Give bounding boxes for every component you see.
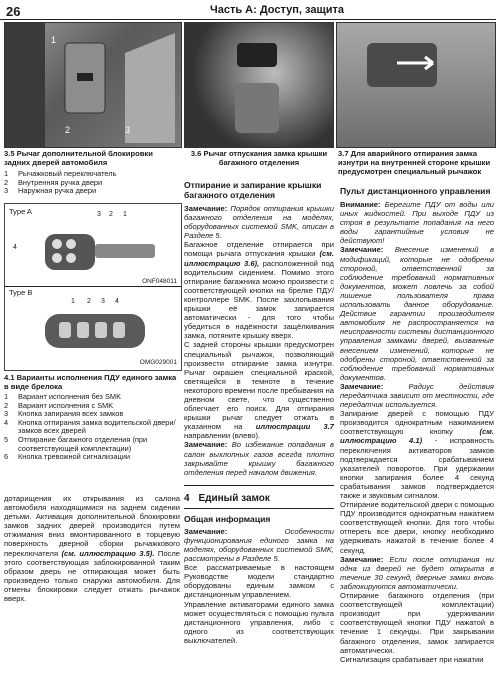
legend-item: 1 Рычажковый переключатель	[4, 169, 117, 178]
para-trunk-release: Багажное отделение отпирается при помощи рычага отпускания крышки (см. иллюстрацию 3.6), расположенной под водительским сидением. Помимо этого отпирание багажника можно произвести с соответствующей кнопки на брелке ПДУ/контроллере SMK. После захлопывания крышки её замок запирается автоматически - для того чтобы убедиться в надёжности защёлкивания замка, потяните крышку вверх.	[184, 240, 334, 341]
callout-a-3: 3	[97, 211, 101, 218]
para-locking: Запирание дверей с помощью ПДУ производится однократным нажиманием соответствующую кнопку (см. иллюстрацию 4.1) - исправность переключения активаторов замков подтверждается срабатыванием указателей поворотов. При удержании кнопки запирания более 4 секунд срабатывания замков подтверждается также и звуковым сигналом.	[340, 409, 494, 500]
callout-1: 1	[51, 35, 57, 45]
para-actuators: Управление активаторами единого замка может осуществляться с помощью пульта дистанционного управления, либо с одного из соответствующих выключателей.	[184, 599, 334, 645]
legend-item: 3 Наружная ручка двери	[4, 186, 97, 196]
trunk-emergency-lever-illustration	[337, 23, 495, 147]
running-title: Часть А: Доступ, защита	[210, 4, 345, 16]
chapter-heading: 4 Единый замок	[184, 485, 334, 509]
legend-item: 2 Вариант исполнения с SMK	[4, 400, 114, 410]
key-fob-type-b	[35, 300, 155, 356]
attention-water: Внимание: Берегите ПДУ от воды или иных жидкостей. При выходе ПДУ из строя в результате попадания на него воды гарантийные условия не действуют!	[340, 200, 494, 246]
figure-3-5-photo	[4, 22, 182, 148]
note-range: Замечание: Радиус действия передатчика зависит от местности, где передатчик используется.	[340, 381, 494, 410]
section-heading-trunk: Отпирание и запирание крышки багажного отделения	[184, 180, 322, 200]
callout-b-4: 4	[115, 298, 119, 305]
col2	[184, 180, 334, 645]
note-exhaust: Замечание: Во избежание попадания в салон выхлопных газов всегда плотно закрывайте крышку багажного отделения перед началом движения.	[184, 440, 334, 477]
callout-2: 2	[65, 125, 71, 135]
note-smk: Замечание: Порядок отпирания крышки багажного отделения на моделях, оборудованных системой SMK, описан в Разделе 5.	[184, 204, 334, 241]
para-unlocking: Отпирание водительской двери с помощью ПДУ производится однократным нажатием соответствующей кнопки. Для того чтобы отпереть все двери, кнопку необходимо удерживать нажатой в течение более 4 секунд.	[340, 500, 494, 555]
callout-b-3: 3	[101, 298, 105, 305]
callout-a-1: 1	[123, 211, 127, 218]
callout-a-4: 4	[13, 244, 17, 251]
figure-3-6-photo	[184, 22, 334, 148]
type-a-label: Type A	[9, 207, 32, 216]
figure-4-1-legend	[4, 393, 180, 462]
figure-3-6-caption: 3.6 Рычаг отпускания замка крышки багажного отделения	[190, 149, 328, 167]
figure-4-1-caption: 4.1 Варианты исполнения ПДУ единого замка в виде брелока	[4, 373, 177, 391]
divider	[5, 286, 181, 287]
col1-text: дотарищения их открывания из салона автомобиля находящимися на заднем сидении детьми. Активация дополнительной блокировки замков задних дверей производится путем отжимания вниз вмонтированного в торцевую поверхность дверной сборки рычажкового переключателя (см. иллюстрацию 3.5). После этого соответствующая заблокированной таким образом дверь не отпирающая может быть произведено только снаружи автомобиля. Для отмены блокировки следует отжать рычажок вверх.	[4, 494, 180, 604]
figure-3-5-caption: 3.5 Рычаг дополнительной блокировки задних дверей автомобиля	[4, 149, 153, 167]
callout-b-2: 2	[87, 298, 91, 305]
section-heading-remote: Пульт дистанционного управления	[340, 186, 491, 196]
para-alarm: Сигнализация срабатывает при нажатии	[340, 654, 484, 664]
note-central-lock: Замечание: Особенности функционирования единого замка на моделях, оборудованных системой SMK, рассмотрены в Разделе 5.	[184, 526, 334, 564]
code-b: OMG029001	[139, 359, 177, 366]
legend-item: 6 Кнопка тревожной сигнализации	[4, 452, 130, 462]
legend-item: 1 Вариант исполнения без SMK	[4, 392, 122, 401]
figure-4-1-remote-keys	[4, 203, 182, 371]
callout-3: 3	[125, 125, 131, 135]
callout-b-1: 1	[71, 298, 75, 305]
callout-a-2: 2	[109, 211, 113, 218]
note-modifications: Замечание: Внесение изменений в модификаций, которые не одобрены стороной, ответственной за соблюдение требований нормативных документов, может повлечь за собой лишение пользователя права использовать данное оборудование. Действие гарантии производителя автомобиля не распространяется на неисправности системы дистанционного управления замками дверей, вызванные внесением изменений, которые не одобрены стороной, ответственной за соблюдение требований нормативных документов.	[340, 245, 494, 382]
figure-3-7-caption: 3.7 Для аварийного отпирания замка изнутри на внутренней стороне крышки предусмотрен специальный рычажок	[338, 149, 491, 176]
legend-item: 2 Внутренняя ручка двери	[4, 177, 103, 187]
para-trunk-lever: С задней стороны крышки предусмотрен специальный рычажок, позволяющий произвести отпирание замка изнутри. Рычаг окрашен специальной краской, светящейся в темноте в течение некоторого времени после пребывания на дневном свете, что существенно облегчает его поиск. Для отпирания крышки рычаг следует отжать в указанном на иллюстрации 3.7 направлении (влево).	[184, 340, 334, 441]
section-heading-general: Общая информация	[184, 513, 271, 524]
figure-3-5-legend	[4, 170, 180, 196]
trunk-release-lever-illustration	[185, 23, 333, 147]
figure-3-7-photo	[336, 22, 496, 148]
page-number: 26	[6, 4, 21, 19]
note-relock: Замечание: Если после отпирания ни одна из дверей не будет открыта в течение 30 секунд, дверные замки вновь заблокируются автоматически.	[340, 554, 494, 591]
type-b-label: Type B	[9, 288, 33, 297]
legend-item: 4 Кнопка отпирания замка водительской двери/замков всех дверей	[4, 417, 176, 436]
legend-item: 3 Кнопка запирания всех замков	[4, 409, 124, 419]
header-rule	[0, 19, 496, 20]
key-fob-type-a	[25, 214, 165, 278]
legend-item: 5 Отпирание багажного отделения (при соответствующей комплектации)	[4, 434, 148, 453]
door-latch-illustration	[5, 23, 181, 147]
code-a: ONF048011	[142, 278, 177, 285]
para-trunk-remote: Отпирание багажного отделения (при соответствующей комплектации) производит при удерживании соответствующей кнопки ПДУ нажатой в течение 1 секунды. При закрывании багажного отделения, замок запирается автоматически.	[340, 591, 494, 655]
col3	[340, 186, 494, 664]
para-standard: Все рассматриваемые в настоящем Руководстве модели стандартно оборудованы единым замком с дистанционным управлением.	[184, 563, 334, 600]
